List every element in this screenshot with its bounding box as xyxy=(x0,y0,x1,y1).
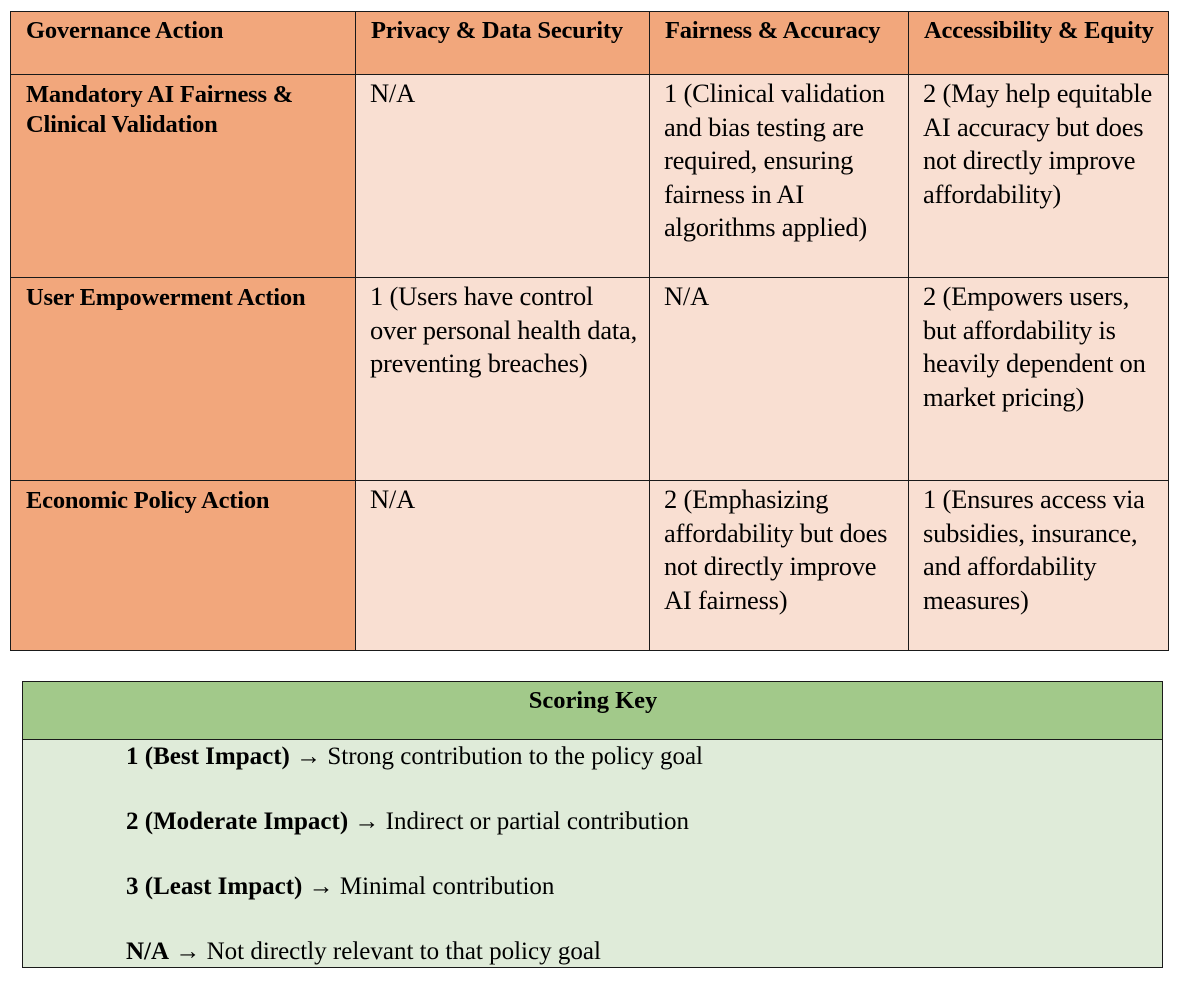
scoring-key-term: 3 (Least Impact) xyxy=(126,873,303,900)
header-row xyxy=(11,12,1169,75)
scoring-key-description: Strong contribution to the policy goal xyxy=(327,743,704,770)
row-governance-action: Economic Policy Action xyxy=(11,481,356,651)
arrow-icon: → xyxy=(296,743,322,770)
cell-privacy-score: N/A xyxy=(356,481,650,651)
arrow-icon: → xyxy=(308,873,334,900)
cell-accessibility-score: 2 (Empowers users, but affordability is heavily dependent on market pricing) xyxy=(909,278,1169,481)
arrow-icon: → xyxy=(354,808,380,835)
cell-privacy-score: N/A xyxy=(356,75,650,278)
scoring-key-item xyxy=(126,805,1162,870)
arrow-icon: → xyxy=(175,938,201,965)
scoring-key-term: 1 (Best Impact) xyxy=(126,743,290,770)
scoring-key-table xyxy=(22,681,1163,968)
cell-fairness-score: 2 (Emphasizing affordability but does not directly improve AI fairness) xyxy=(650,481,909,651)
cell-privacy-score: 1 (Users have control over personal health data, preventing breaches) xyxy=(356,278,650,481)
scoring-key-item xyxy=(126,740,1162,805)
cell-fairness-score: N/A xyxy=(650,278,909,481)
table-row xyxy=(11,278,1169,481)
scoring-key-title: Scoring Key xyxy=(23,682,1163,740)
table-row xyxy=(11,481,1169,651)
governance-matrix-table xyxy=(10,11,1169,651)
row-governance-action: Mandatory AI Fairness & Clinical Validation xyxy=(11,75,356,278)
header-fairness-accuracy: Fairness & Accuracy xyxy=(650,12,909,75)
scoring-key-item xyxy=(126,935,1162,965)
row-governance-action: User Empowerment Action xyxy=(11,278,356,481)
cell-fairness-score: 1 (Clinical validation and bias testing are required, ensuring fairness in AI algorithms applied) xyxy=(650,75,909,278)
table-row xyxy=(11,75,1169,278)
scoring-key-term: N/A xyxy=(126,938,170,965)
scoring-key-description: Minimal contribution xyxy=(339,873,555,900)
scoring-key-item xyxy=(126,870,1162,935)
scoring-key-description: Indirect or partial contribution xyxy=(385,808,690,835)
cell-accessibility-score: 2 (May help equitable AI accuracy but does not directly improve affordability) xyxy=(909,75,1169,278)
header-governance-action: Governance Action xyxy=(11,12,356,75)
scoring-key-term: 2 (Moderate Impact) xyxy=(126,808,349,835)
scoring-key-body xyxy=(23,740,1163,968)
scoring-key-description: Not directly relevant to that policy goal xyxy=(206,938,601,965)
header-accessibility-equity: Accessibility & Equity xyxy=(909,12,1169,75)
header-privacy-data-security: Privacy & Data Security xyxy=(356,12,650,75)
cell-accessibility-score: 1 (Ensures access via subsidies, insurance, and affordability measures) xyxy=(909,481,1169,651)
